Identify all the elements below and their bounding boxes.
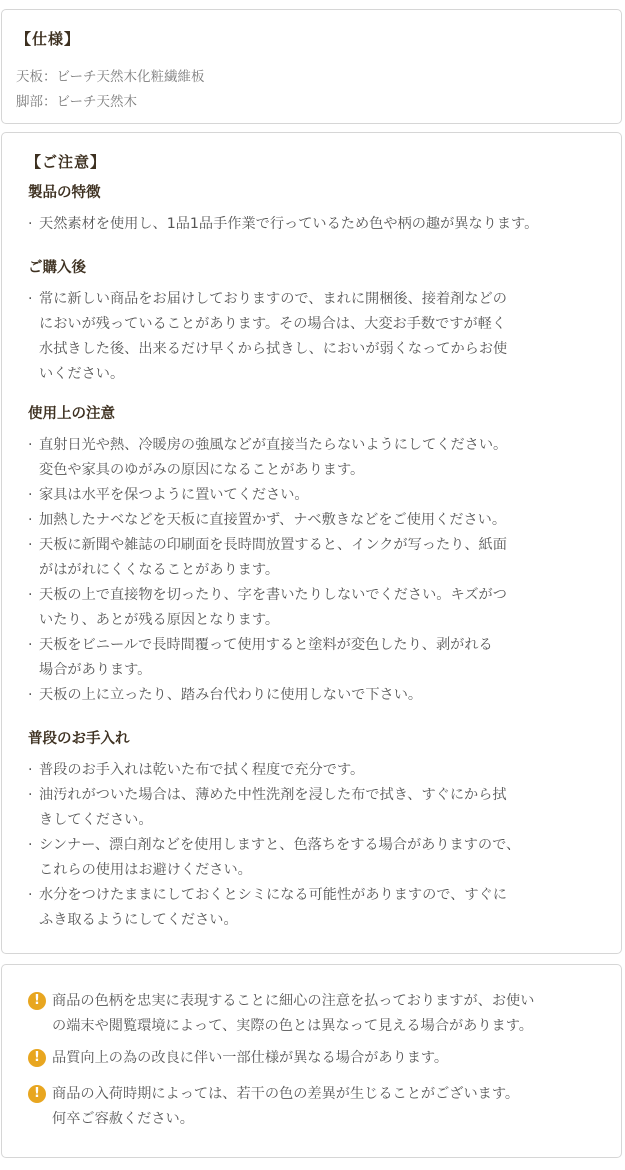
- section-heading: ご購入後: [28, 260, 86, 276]
- list-item: · 天板の上で直接物を切ったり、字を書いたりしないでください。キズがつ いたり、あとが残る原因となります。: [28, 587, 507, 628]
- info-item-spec-change: ! 品質向上の為の改良に伴い一部仕様が異なる場合があります。: [28, 1046, 608, 1071]
- spec-line-legs: 脚部：ビーチ天然木: [16, 94, 137, 110]
- notice-box: [1, 132, 622, 954]
- warning-icon: !: [28, 1085, 46, 1103]
- warning-icon: !: [28, 1049, 46, 1067]
- list-item: · 家具は水平を保つように置いてください。: [28, 487, 309, 503]
- list-item: · 天板の上に立ったり、踏み台代わりに使用しないで下さい。: [28, 687, 423, 703]
- section-heading: 使用上の注意: [28, 406, 115, 422]
- list-item: · 油汚れがついた場合は、薄めた中性洗剤を浸した布で拭き、すぐにから拭 きしてください。: [28, 787, 507, 828]
- section-daily-care: [28, 728, 608, 933]
- section-product-features: [28, 182, 608, 237]
- list-item: · 水分をつけたままにしておくとシミになる可能性がありますので、すぐに ふき取るようにしてください。: [28, 887, 507, 928]
- section-heading: 製品の特徴: [28, 185, 101, 201]
- spec-line-top: 天板：ビーチ天然木化粧繊維板: [16, 69, 205, 85]
- list-item: · 普段のお手入れは乾いた布で拭く程度で充分です。: [28, 762, 365, 778]
- spec-title: 【仕様】: [16, 30, 81, 48]
- info-item-color-variance: ! 商品の入荷時期によっては、若干の色の差異が生じることがございます。 何卒ご容赦ください。: [28, 1082, 608, 1132]
- list-item: · 天板をビニールで長時間覆って使用すると塗料が変色したり、剥がれる 場合があります。: [28, 637, 493, 678]
- list-item: · 直射日光や熱、冷暖房の強風などが直接当たらないようにしてください。 変色や家具のゆがみの原因になることがあります。: [28, 437, 508, 478]
- spec-box: [1, 9, 622, 124]
- list-item: · 常に新しい商品をお届けしておりますので、まれに開梱後、接着剤などの においが残っていることがあります。その場合は、大変お手数ですが軽く 水拭きした後、出来るだけ早くから拭きし、においが弱くなってからお使 いください。: [28, 291, 508, 382]
- notice-title: 【ご注意】: [26, 153, 107, 171]
- section-heading: 普段のお手入れ: [28, 731, 130, 747]
- list-item: · 加熱したナベなどを天板に直接置かず、ナベ敷きなどをご使用ください。: [28, 512, 507, 528]
- list-item: · シンナー、漂白剤などを使用しますと、色落ちをする場合がありますので、 これらの使用はお避けください。: [28, 837, 521, 878]
- info-item-color: ! 商品の色柄を忠実に表現することに細心の注意を払っておりますが、お使い の端末や閲覧環境によって、実際の色とは異なって見える場合があります。: [28, 989, 608, 1039]
- list-item: · 天然素材を使用し、1品1品手作業で行っているため色や柄の趣が異なります。: [28, 216, 539, 232]
- warning-icon: !: [28, 992, 46, 1010]
- list-item: · 天板に新聞や雑誌の印刷面を長時間放置すると、インクが写ったり、紙面 がはがれにくくなることがあります。: [28, 537, 507, 578]
- section-after-purchase: [28, 257, 608, 387]
- info-box: [1, 964, 622, 1158]
- section-usage-cautions: [28, 403, 608, 708]
